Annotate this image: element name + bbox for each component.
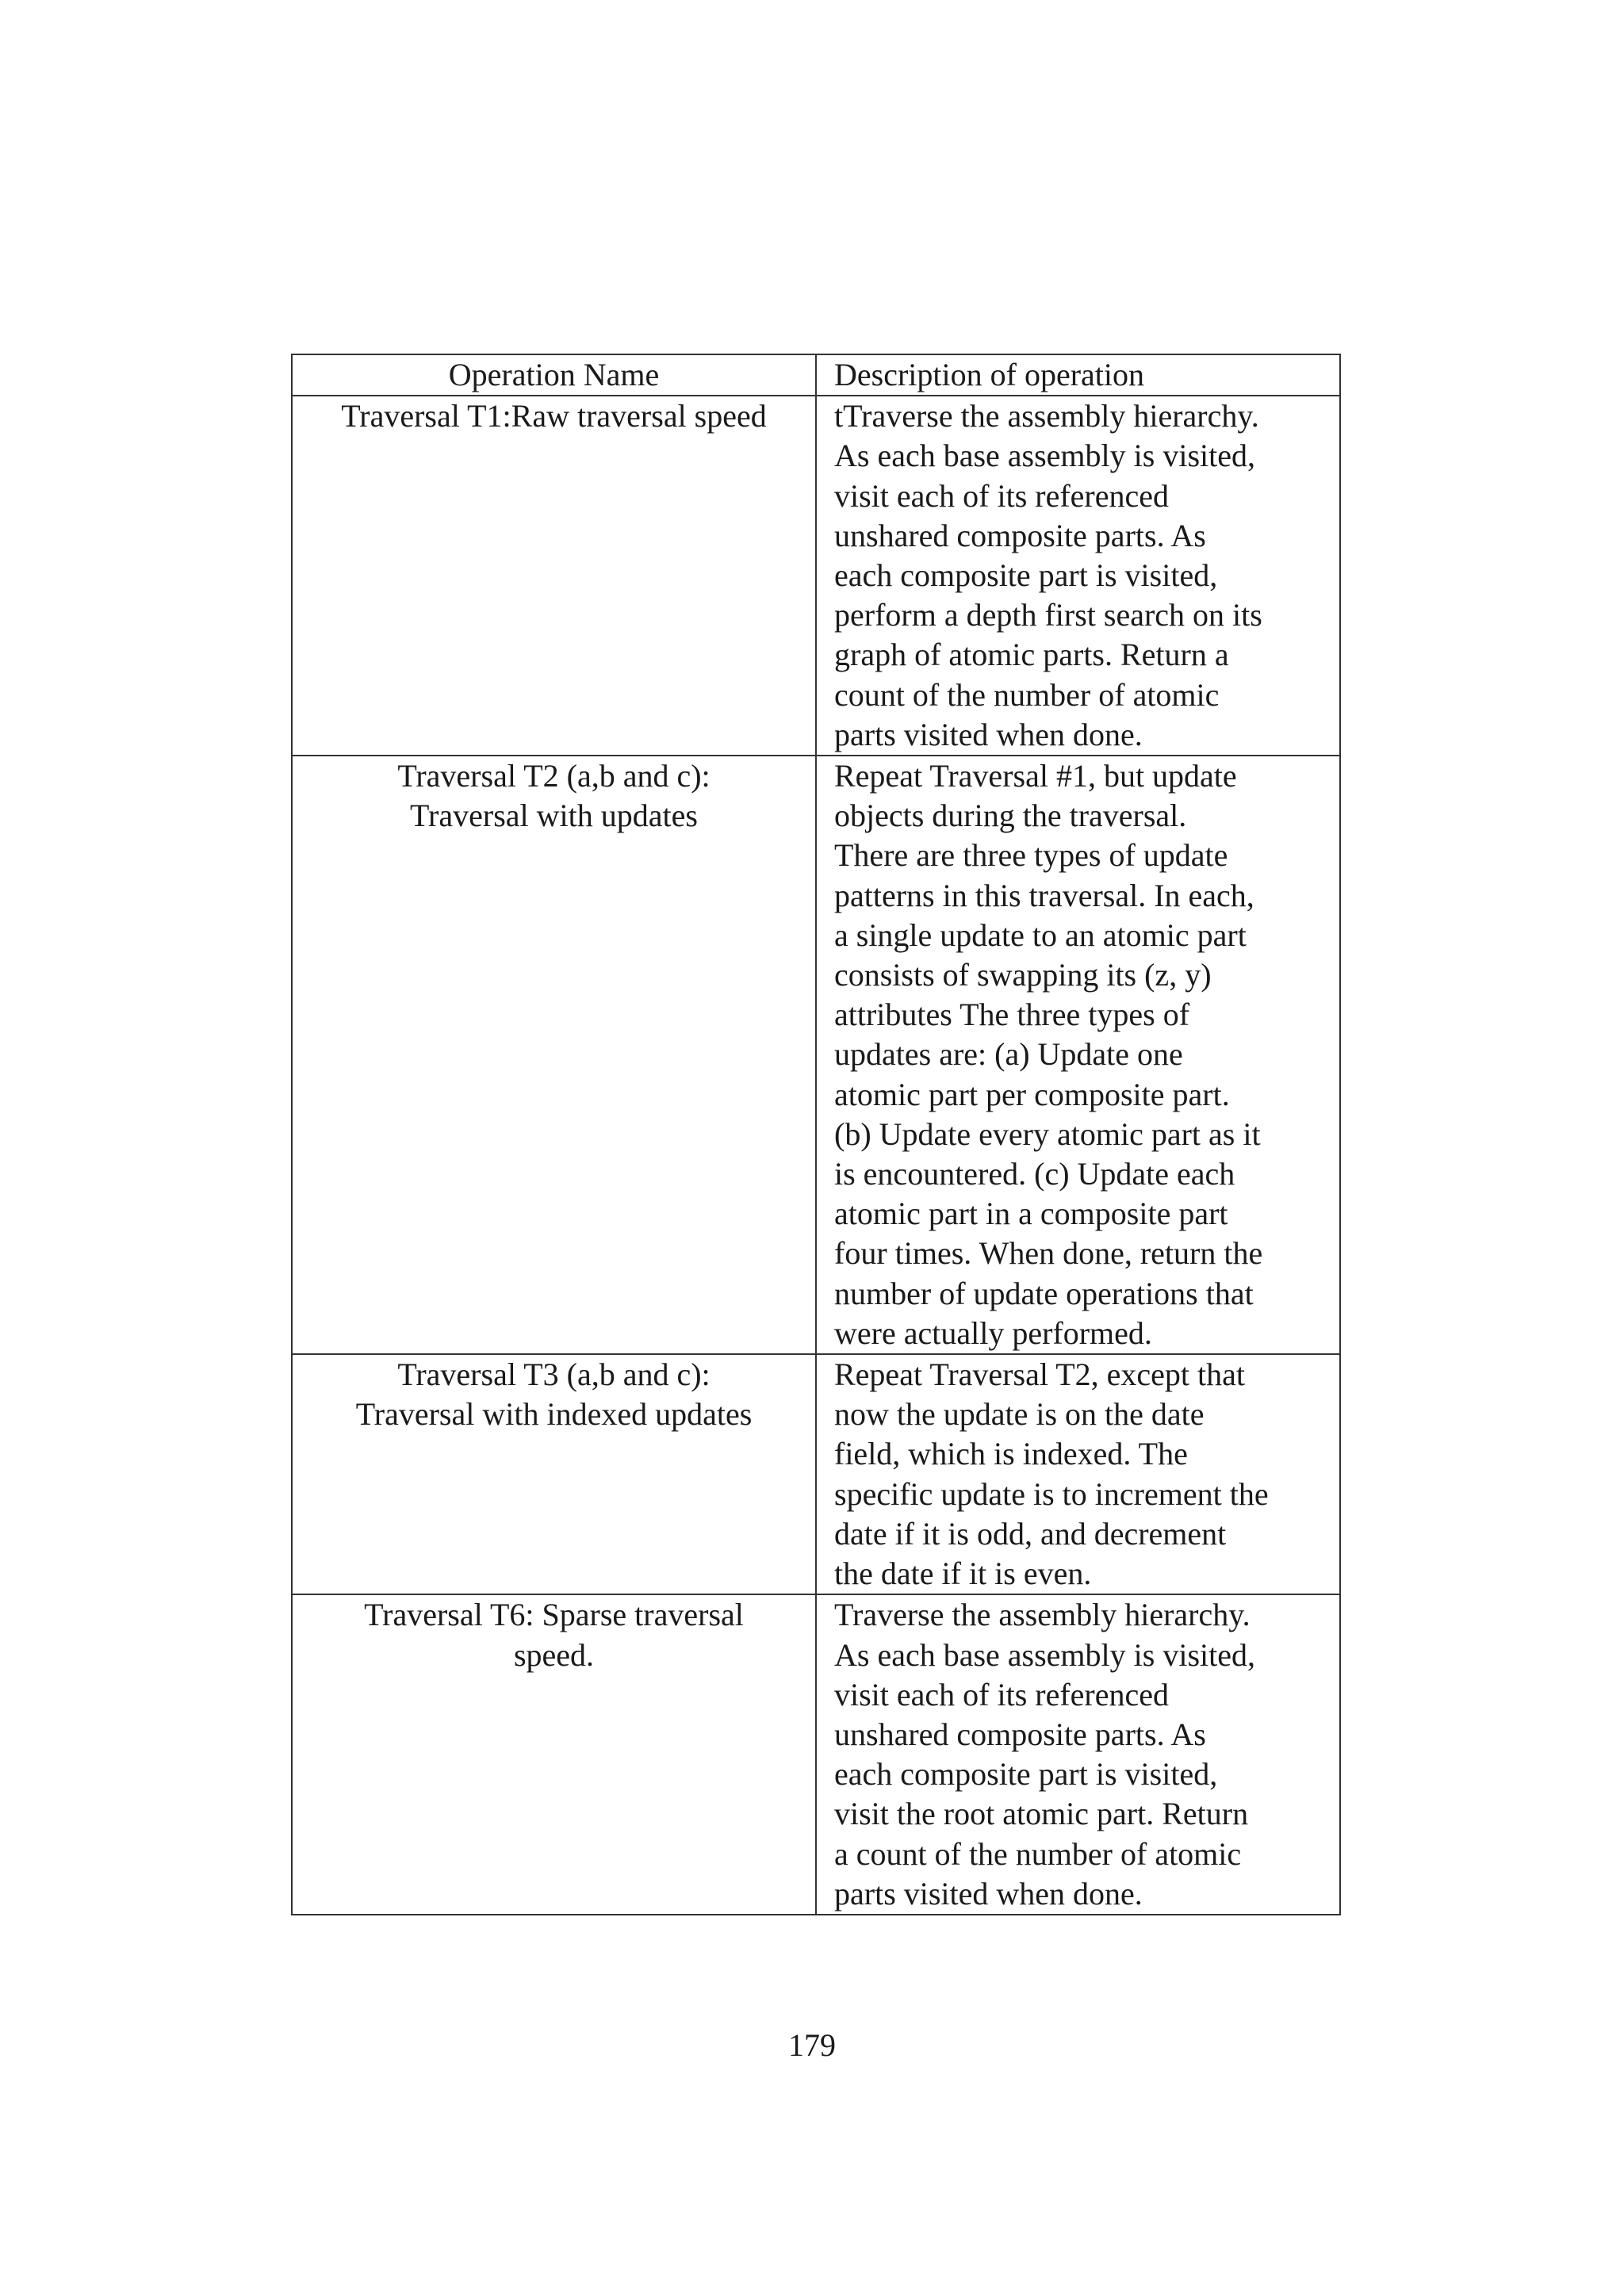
description-line: date if it is odd, and decrement xyxy=(834,1515,1227,1552)
operation-name-line: Traversal T2 (a,b and c): xyxy=(397,758,710,794)
description-line: field, which is indexed. The xyxy=(834,1436,1188,1472)
description-line: parts visited when done. xyxy=(834,1875,1143,1911)
description-line: each composite part is visited, xyxy=(834,1756,1218,1793)
header-operation-name: Operation Name xyxy=(292,354,816,396)
operation-name-line: Traversal T1:Raw traversal speed xyxy=(341,398,767,434)
description-line: There are three types of update xyxy=(834,837,1228,874)
operation-description-cell xyxy=(816,1594,1340,1915)
operations-table xyxy=(291,354,1341,1915)
description-line: Traverse the assembly hierarchy. xyxy=(834,1597,1251,1633)
description-line: atomic part per composite part. xyxy=(834,1076,1230,1112)
table-row xyxy=(292,1354,1340,1594)
operation-name-cell xyxy=(292,756,816,1354)
description-line: tTraverse the assembly hierarchy. xyxy=(834,398,1259,434)
description-line: (b) Update every atomic part as it xyxy=(834,1115,1261,1152)
description-line: visit each of its referenced xyxy=(834,1676,1170,1712)
description-line: number of update operations that xyxy=(834,1275,1254,1311)
description-line: updates are: (a) Update one xyxy=(834,1036,1183,1073)
description-line: the date if it is even. xyxy=(834,1556,1092,1592)
page-number: 179 xyxy=(788,2027,836,2063)
operation-name-line: speed. xyxy=(513,1636,595,1673)
operation-description-cell xyxy=(816,756,1340,1354)
description-line: a count of the number of atomic xyxy=(834,1835,1242,1872)
description-line: atomic part in a composite part xyxy=(834,1196,1228,1232)
operation-name-cell xyxy=(292,1594,816,1915)
description-line: perform a depth first search on its xyxy=(834,597,1262,633)
description-line: As each base assembly is visited, xyxy=(834,1636,1255,1673)
description-line: objects during the traversal. xyxy=(834,798,1187,834)
description-line: parts visited when done. xyxy=(834,716,1143,752)
description-line: Repeat Traversal #1, but update xyxy=(834,758,1237,794)
description-line: unshared composite parts. As xyxy=(834,1716,1206,1752)
operation-name-cell xyxy=(292,396,816,756)
description-line: As each base assembly is visited, xyxy=(834,438,1255,474)
description-line: patterns in this traversal. In each, xyxy=(834,877,1254,913)
table-row xyxy=(292,1594,1340,1915)
description-line: a single update to an atomic part xyxy=(834,916,1247,953)
description-line: count of the number of atomic xyxy=(834,676,1220,713)
description-line: were actually performed. xyxy=(834,1314,1152,1351)
table-header-row xyxy=(292,354,1340,396)
table-row xyxy=(292,756,1340,1354)
header-description: Description of operation xyxy=(816,354,1340,396)
description-line: graph of atomic parts. Return a xyxy=(834,637,1229,673)
description-line: now the update is on the date xyxy=(834,1396,1205,1433)
operation-name-line: Traversal with updates xyxy=(410,798,698,834)
description-line: Repeat Traversal T2, except that xyxy=(834,1357,1246,1393)
operation-name-line: Traversal T6: Sparse traversal xyxy=(364,1597,744,1633)
description-line: visit each of its referenced xyxy=(834,477,1170,514)
table-row xyxy=(292,396,1340,756)
description-line: four times. When done, return the xyxy=(834,1235,1263,1272)
operation-name-line: Traversal T3 (a,b and c): xyxy=(397,1357,710,1393)
operation-name-cell xyxy=(292,1354,816,1594)
operation-description-cell xyxy=(816,396,1340,756)
description-line: is encountered. (c) Update each xyxy=(834,1156,1235,1192)
operation-name-line: Traversal with indexed updates xyxy=(355,1396,753,1433)
description-line: consists of swapping its (z, y) xyxy=(834,957,1212,993)
description-line: each composite part is visited, xyxy=(834,557,1218,594)
description-line: unshared composite parts. As xyxy=(834,517,1206,553)
description-line: attributes The three types of xyxy=(834,997,1190,1033)
description-line: visit the root atomic part. Return xyxy=(834,1796,1249,1832)
operation-description-cell xyxy=(816,1354,1340,1594)
description-line: specific update is to increment the xyxy=(834,1475,1269,1512)
